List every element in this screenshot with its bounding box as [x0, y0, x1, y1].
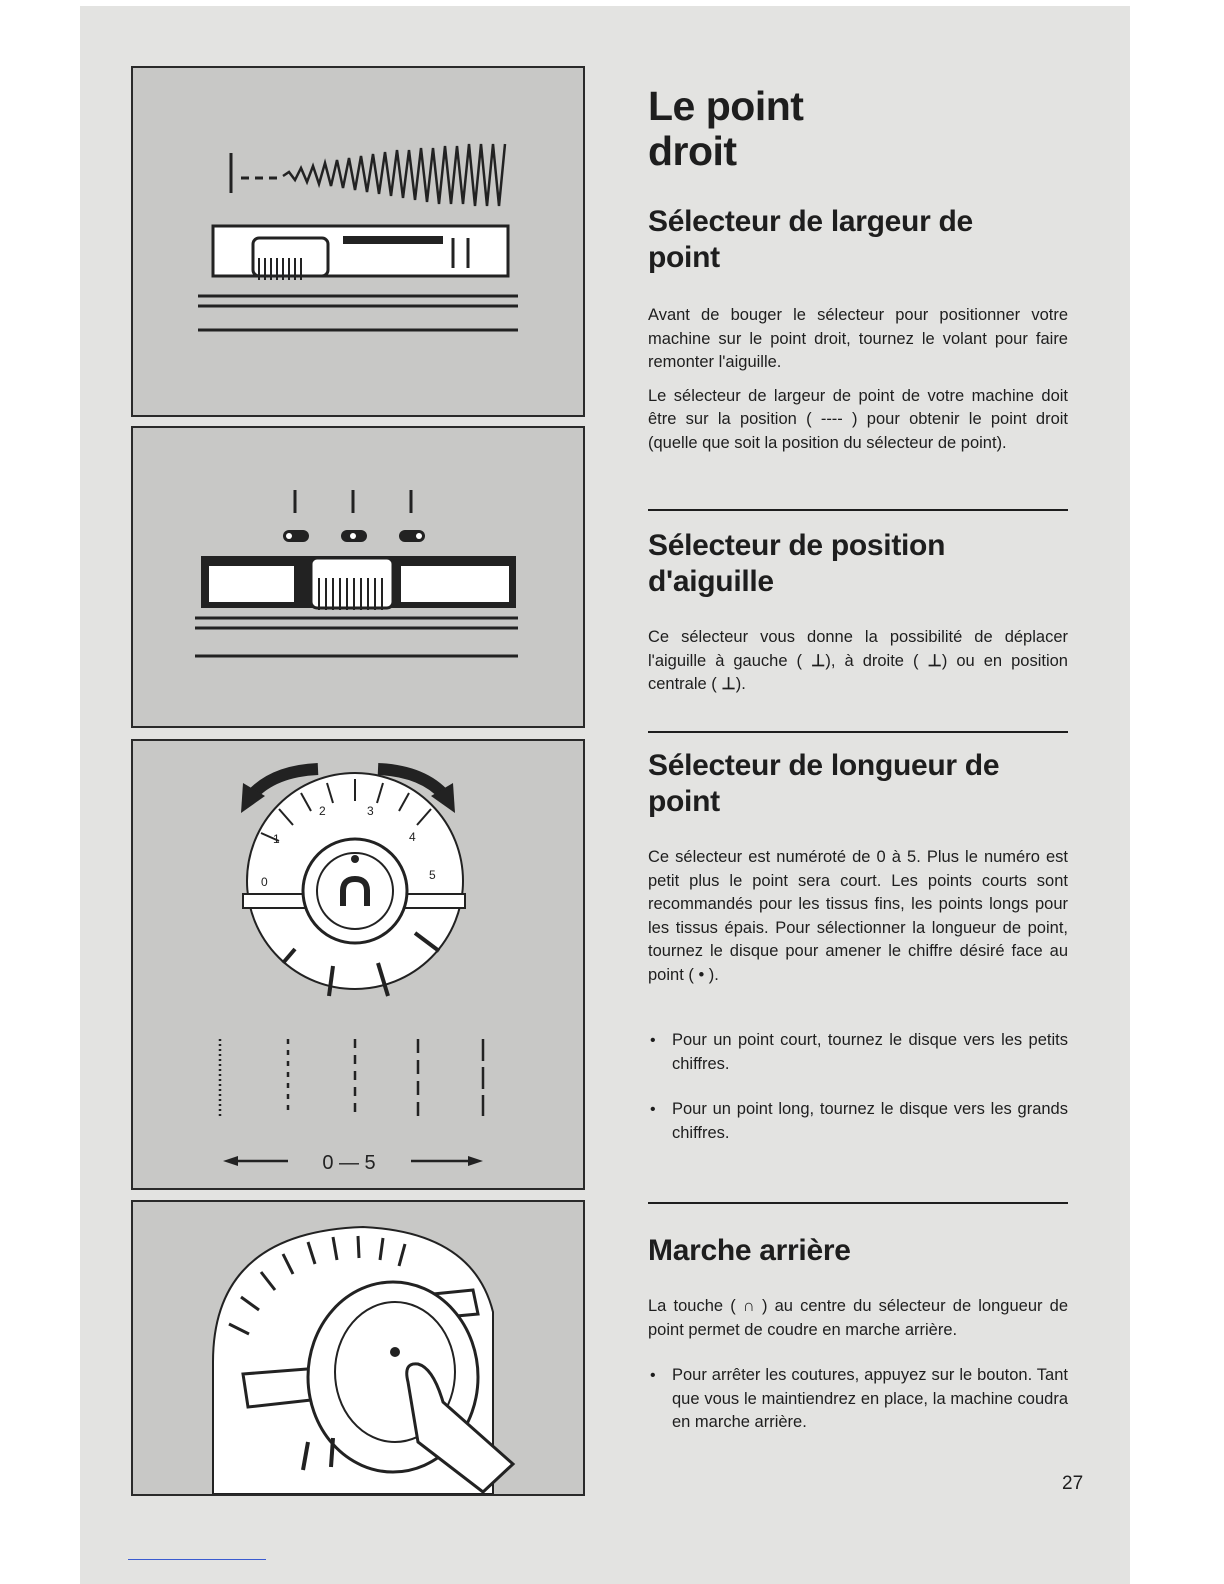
- page-title: [648, 84, 948, 174]
- bottom-link-underline: [128, 1559, 266, 1560]
- dial-number-5: 5: [429, 868, 436, 882]
- page-title-block: [648, 84, 1068, 174]
- reverse-button-drawing: [133, 1202, 583, 1494]
- illustration-needle-position: [131, 426, 585, 728]
- needle-position-drawing: [133, 428, 583, 726]
- needle-text-2: ), à droite (: [825, 651, 919, 670]
- section-stitch-width: [648, 204, 1068, 455]
- stitch-width-paragraph-2: Le sélecteur de largeur de point de votre machine doit être sur la position ( ---- ) pour obtenir le point droit (quelle que soit la position du sélecteur de point).: [648, 386, 1068, 452]
- needle-right-icon: ⊥: [927, 651, 942, 670]
- reverse-paragraph: [648, 1295, 1068, 1342]
- divider-2: [648, 731, 1068, 733]
- page-number: 27: [1062, 1473, 1084, 1494]
- section-reverse: [648, 1233, 1068, 1435]
- page-title-line-2: droit: [648, 128, 737, 174]
- reverse-symbol-icon: ∩: [742, 1297, 755, 1315]
- needle-left-icon: ⊥: [811, 651, 826, 670]
- needle-text-3: ) ou en position centrale (: [648, 651, 1068, 693]
- illustration-stitch-width: [131, 66, 585, 417]
- illustration-reverse-button: [131, 1200, 585, 1496]
- illustration-stitch-length-dial: [131, 739, 585, 1190]
- dial-number-2: 2: [319, 804, 326, 818]
- section-heading-reverse: Marche arrière: [648, 1234, 851, 1267]
- dial-number-4: 4: [409, 830, 416, 844]
- dial-number-1: 1: [273, 832, 280, 846]
- needle-position-paragraph: [648, 626, 1068, 697]
- dial-number-3: 3: [367, 804, 374, 818]
- reverse-text-after: ) au centre du sélecteur de longueur de point permet de coudre en marche arrière.: [648, 1297, 1069, 1339]
- reverse-bullet-1: • Pour arrêter les coutures, appuyez sur le bouton. Tant que vous le maintiendrez en place, la machine coudra en marche arrière.: [648, 1364, 1068, 1435]
- stitch-width-drawing: [133, 68, 583, 415]
- divider-1: [648, 509, 1068, 511]
- section-stitch-length: [648, 748, 1068, 1145]
- divider-3: [648, 1202, 1068, 1204]
- section-heading-needle-position: Sélecteur de position d'aiguille: [648, 529, 946, 598]
- length-scale-label: 0 — 5: [322, 1152, 376, 1174]
- reverse-text-before: La touche (: [648, 1297, 736, 1315]
- stitch-length-bullet-2: • Pour un point long, tournez le disque vers les grands chiffres.: [648, 1098, 1068, 1145]
- needle-text-4: ).: [735, 675, 746, 693]
- stitch-length-paragraph: Ce sélecteur est numéroté de 0 à 5. Plus le numéro est petit plus le point sera court. Les points courts sont recommandés pour les tissus fins, les points longs pour les tissus épais. Pour sélectionner la longueur de point, tournez le disque pour amener le chiffre désiré face au point ( • ).: [648, 848, 1068, 984]
- section-heading-stitch-length: Sélecteur de longueur de point: [648, 749, 1000, 818]
- section-heading-stitch-width: Sélecteur de largeur de point: [648, 205, 973, 274]
- stitch-length-drawing: [133, 741, 583, 1188]
- stitch-width-paragraph-1: Avant de bouger le sélecteur pour positionner votre machine sur le point droit, tournez le volant pour faire remonter l'aiguille.: [648, 306, 1068, 371]
- needle-text-1: Ce sélecteur vous donne la possibilité de déplacer l'aiguille à gauche (: [648, 628, 1068, 670]
- needle-center-icon: ⊥: [721, 675, 736, 693]
- section-needle-position: [648, 528, 1068, 697]
- stitch-length-bullet-1: • Pour un point court, tournez le disque vers les petits chiffres.: [648, 1029, 1068, 1076]
- page-title-line-1: Le point: [648, 83, 804, 129]
- dial-number-0: 0: [261, 875, 268, 889]
